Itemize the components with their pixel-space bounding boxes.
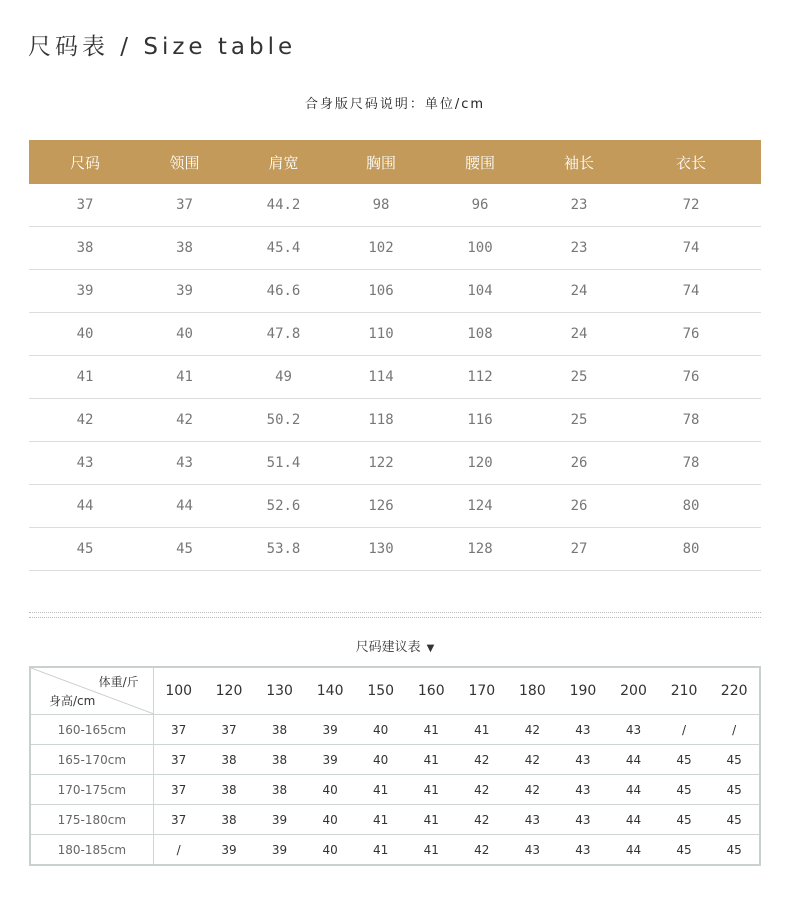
table-cell: 122: [339, 442, 423, 485]
table-cell: /: [709, 715, 760, 745]
table-cell: 52.6: [228, 485, 339, 528]
table-cell: 38: [254, 745, 305, 775]
table-cell: 45: [709, 745, 760, 775]
weight-header: 120: [215, 683, 243, 699]
corner-cell: [30, 667, 153, 715]
table-cell: 44: [608, 835, 659, 866]
table-cell: 112: [423, 356, 537, 399]
size-table-body: [29, 184, 761, 571]
table-cell: 44: [608, 745, 659, 775]
unit-note: 合身版尺码说明：单位/cm: [304, 97, 486, 112]
table-cell: 45: [709, 835, 760, 866]
table-cell: 38: [204, 805, 255, 835]
table-cell: 43: [507, 835, 558, 866]
header-size: 尺码: [29, 140, 141, 184]
table-cell: 40: [355, 745, 406, 775]
table-cell: 80: [621, 485, 761, 528]
table-cell: 124: [423, 485, 537, 528]
table-cell: 43: [558, 715, 609, 745]
height-label: 身高/cm: [49, 694, 96, 708]
table-cell: 39: [305, 715, 356, 745]
table-row: [29, 528, 761, 571]
table-cell: 126: [339, 485, 423, 528]
table-cell: 43: [558, 745, 609, 775]
table-cell: 98: [339, 184, 423, 227]
table-cell: 26: [537, 485, 621, 528]
recommend-header-row: [30, 667, 760, 715]
table-cell: 43: [29, 442, 141, 485]
table-cell: 37: [29, 184, 141, 227]
weight-label: 体重/斤: [98, 675, 139, 689]
table-cell: 25: [537, 356, 621, 399]
table-cell: 104: [423, 270, 537, 313]
table-cell: 44: [141, 485, 228, 528]
weight-header: 130: [266, 683, 293, 699]
table-row: [30, 835, 760, 866]
table-row: [29, 184, 761, 227]
table-row: [30, 745, 760, 775]
table-cell: 37: [141, 184, 228, 227]
table-cell: 41: [355, 835, 406, 866]
weight-header: 190: [569, 683, 597, 699]
table-cell: 38: [204, 775, 255, 805]
height-range-label: 180-185cm: [30, 835, 153, 866]
table-cell: 47.8: [228, 313, 339, 356]
recommend-table: [29, 666, 761, 866]
table-cell: 39: [254, 835, 305, 866]
table-row: [29, 399, 761, 442]
table-cell: 24: [537, 270, 621, 313]
section-divider: [29, 612, 761, 618]
header-sleeve: 袖长: [537, 140, 621, 184]
weight-header: 220: [720, 683, 748, 699]
table-cell: 23: [537, 227, 621, 270]
table-cell: 51.4: [228, 442, 339, 485]
table-cell: 43: [141, 442, 228, 485]
table-cell: 110: [339, 313, 423, 356]
weight-header: 200: [620, 683, 647, 699]
table-cell: 38: [204, 745, 255, 775]
weight-header: 100: [165, 683, 193, 699]
recommend-title-text: 尺码建议表: [355, 640, 421, 655]
table-cell: 39: [305, 745, 356, 775]
table-cell: 39: [204, 835, 255, 866]
table-cell: 76: [621, 356, 761, 399]
weight-header: 210: [670, 683, 698, 699]
table-row: [29, 485, 761, 528]
table-cell: /: [153, 835, 204, 866]
table-cell: 37: [204, 715, 255, 745]
height-range-label: 165-170cm: [30, 745, 153, 775]
table-cell: 50.2: [228, 399, 339, 442]
table-cell: 37: [153, 775, 204, 805]
table-cell: 53.8: [228, 528, 339, 571]
table-cell: 80: [621, 528, 761, 571]
table-cell: 74: [621, 270, 761, 313]
table-cell: 38: [254, 775, 305, 805]
table-cell: 43: [507, 805, 558, 835]
header-chest: 胸围: [339, 140, 423, 184]
table-cell: 42: [457, 775, 508, 805]
table-cell: 41: [406, 835, 457, 866]
table-cell: 45: [659, 745, 710, 775]
table-cell: 44: [608, 775, 659, 805]
recommend-title: [0, 636, 790, 655]
weight-header: 180: [519, 683, 546, 699]
table-cell: 114: [339, 356, 423, 399]
table-cell: 41: [355, 775, 406, 805]
table-cell: 39: [254, 805, 305, 835]
table-cell: 45: [709, 805, 760, 835]
table-cell: 130: [339, 528, 423, 571]
table-row: [29, 356, 761, 399]
table-cell: 128: [423, 528, 537, 571]
table-cell: 45: [659, 805, 710, 835]
table-cell: 43: [558, 805, 609, 835]
table-cell: 42: [457, 745, 508, 775]
table-cell: 116: [423, 399, 537, 442]
table-cell: 78: [621, 442, 761, 485]
table-cell: 44: [608, 805, 659, 835]
table-row: [30, 805, 760, 835]
table-cell: 39: [141, 270, 228, 313]
table-row: [29, 270, 761, 313]
table-cell: 40: [355, 715, 406, 745]
table-cell: 108: [423, 313, 537, 356]
table-cell: 41: [406, 775, 457, 805]
table-cell: 76: [621, 313, 761, 356]
table-row: [29, 442, 761, 485]
table-cell: 100: [423, 227, 537, 270]
weight-header: 140: [316, 683, 344, 699]
table-cell: 118: [339, 399, 423, 442]
table-cell: 37: [153, 715, 204, 745]
table-cell: 37: [153, 805, 204, 835]
height-range-label: 175-180cm: [30, 805, 153, 835]
header-length: 衣长: [621, 140, 761, 184]
table-cell: 45: [709, 775, 760, 805]
table-cell: 42: [457, 835, 508, 866]
table-cell: 42: [457, 805, 508, 835]
table-cell: 38: [141, 227, 228, 270]
table-cell: 42: [507, 715, 558, 745]
table-cell: 25: [537, 399, 621, 442]
table-cell: 78: [621, 399, 761, 442]
table-cell: 43: [608, 715, 659, 745]
table-cell: 43: [558, 775, 609, 805]
table-cell: 23: [537, 184, 621, 227]
size-table-header: [29, 140, 761, 184]
table-cell: 41: [406, 805, 457, 835]
weight-header: 160: [417, 683, 445, 699]
table-cell: 41: [355, 805, 406, 835]
table-cell: 41: [141, 356, 228, 399]
table-cell: 72: [621, 184, 761, 227]
weight-header: 150: [367, 683, 395, 699]
table-cell: 44: [29, 485, 141, 528]
table-row: [29, 313, 761, 356]
table-cell: 40: [305, 835, 356, 866]
table-cell: 26: [537, 442, 621, 485]
table-cell: 42: [507, 775, 558, 805]
table-cell: 120: [423, 442, 537, 485]
size-table: [29, 140, 761, 571]
table-cell: 46.6: [228, 270, 339, 313]
table-cell: /: [659, 715, 710, 745]
table-cell: 42: [29, 399, 141, 442]
table-row: [29, 227, 761, 270]
table-cell: 41: [406, 745, 457, 775]
table-cell: 74: [621, 227, 761, 270]
table-cell: 45.4: [228, 227, 339, 270]
table-cell: 40: [29, 313, 141, 356]
table-cell: 38: [254, 715, 305, 745]
table-cell: 45: [659, 775, 710, 805]
table-cell: 106: [339, 270, 423, 313]
table-cell: 49: [228, 356, 339, 399]
table-cell: 45: [29, 528, 141, 571]
table-cell: 40: [141, 313, 228, 356]
table-cell: 44.2: [228, 184, 339, 227]
header-collar: 领围: [141, 140, 228, 184]
table-row: [30, 715, 760, 745]
table-cell: 37: [153, 745, 204, 775]
table-cell: 43: [558, 835, 609, 866]
table-cell: 41: [457, 715, 508, 745]
table-cell: 45: [141, 528, 228, 571]
table-cell: 102: [339, 227, 423, 270]
weight-header: 170: [468, 683, 496, 699]
height-range-label: 160-165cm: [30, 715, 153, 745]
caret-down-icon: ▼: [426, 643, 435, 654]
table-cell: 27: [537, 528, 621, 571]
table-cell: 41: [406, 715, 457, 745]
table-cell: 38: [29, 227, 141, 270]
height-range-label: 170-175cm: [30, 775, 153, 805]
table-cell: 24: [537, 313, 621, 356]
table-cell: 40: [305, 775, 356, 805]
table-row: [30, 775, 760, 805]
table-cell: 41: [29, 356, 141, 399]
table-cell: 96: [423, 184, 537, 227]
table-cell: 40: [305, 805, 356, 835]
table-cell: 42: [141, 399, 228, 442]
header-waist: 腰围: [423, 140, 537, 184]
table-cell: 45: [659, 835, 710, 866]
table-cell: 42: [507, 745, 558, 775]
header-shoulder: 肩宽: [228, 140, 339, 184]
page-title: 尺码表 / Size table: [28, 34, 297, 60]
table-cell: 39: [29, 270, 141, 313]
